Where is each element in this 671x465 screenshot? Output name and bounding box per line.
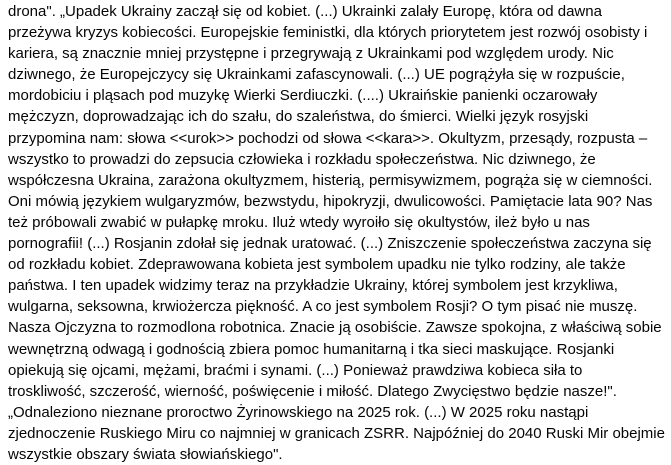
text-line: kariera, są znacznie mniej przystępne i przegrywają z Ukrainkami pod względem urody. Nic <box>8 45 614 63</box>
text-line: Nasza Ojczyzna to rozmodlona robotnica. Znacie ją osobiście. Zawsze spokojna, z właściwą sobie <box>8 319 662 337</box>
text-line: wszystko to prowadzi do zepsucia człowieka i rozkładu społeczeństwa. Nic dziwnego, że <box>8 150 596 168</box>
text-line: mężczyzn, doprowadzając ich do szału, do szaleństwa, do śmierci. Wielki język rosyjski <box>8 108 589 126</box>
text-line: wewnętrzną odwagą i godnością zbiera pomoc humanitarną i tka sieci maskujące. Rosjanki <box>8 340 615 358</box>
text-line: Oni mówią językiem wulgaryzmów, bezwstydu, hipokryzji, dwulicowości. Pamiętacie lata 90? Nas <box>8 192 653 210</box>
text-line: wszystkie obszary świata słowiańskiego". <box>8 445 283 463</box>
text-line: współczesna Ukraina, zarażona okultyzmem, histerią, permisywizmem, pogrąża się w ciemności. <box>8 171 653 189</box>
text-line: „Odnaleziono nieznane proroctwo Żyrinowskiego na 2025 rok. (...) W 2025 roku nastąpi <box>8 403 589 421</box>
text-line: zjednoczenie Ruskiego Miru co najmniej w granicach ZSRR. Najpóźniej do 2040 Ruski Mir obejmie <box>8 424 665 442</box>
text-line: dziwnego, że Europejczycy się Ukrainkami zafascynowali. (...) UE pogrążyła się w rozpuście, <box>8 66 625 84</box>
text-line: troskliwość, szczerość, wierność, poświęcenie i miłość. Dlatego Zwycięstwo będzie nasze!". <box>8 382 617 400</box>
text-line: pornografii! (...) Rosjanin zdołał się jednak uratować. (...) Zniszczenie społeczeństwa zaczyna się <box>8 235 652 253</box>
text-line: przeżywa kryzys kobiecości. Europejskie feministki, dla których priorytetem jest rozwój osobisty i <box>8 24 648 42</box>
text-line: drona". „Upadek Ukrainy zaczął się od kobiet. (...) Ukrainki zalały Europę, która od dawna <box>8 3 602 20</box>
text-line: wulgarna, seksowna, krwiożercza piękność. A co jest symbolem Rosji? O tym pisać nie muszę. <box>8 298 638 316</box>
text-line: państwa. I ten upadek widzimy teraz na przykładzie Ukrainy, której symbolem jest krzykliwa, <box>8 277 618 295</box>
text-line: przypomina nam: słowa <<urok>> pochodzi od słowa <<kara>>. Okultyzm, przesądy, rozpusta – <box>8 129 648 147</box>
text-line: od rozkładu kobiet. Zdeprawowana kobieta jest symbolem upadku nie tylko rodziny, ale także <box>8 256 626 274</box>
post-text <box>8 1 670 465</box>
text-line: mordobiciu i pląsach pod muzykę Wierki Serdiuczki. (....) Ukraińskie panienki oczarowały <box>8 87 598 105</box>
text-line: opiekują się ojcami, mężami, braćmi i synami. (...) Ponieważ prawdziwa kobieca siła to <box>8 361 583 379</box>
text-line: też próbowali zwabić w pułapkę mroku. Iluż wtedy wyroiło się okultystów, ileż było u nas <box>8 213 590 231</box>
